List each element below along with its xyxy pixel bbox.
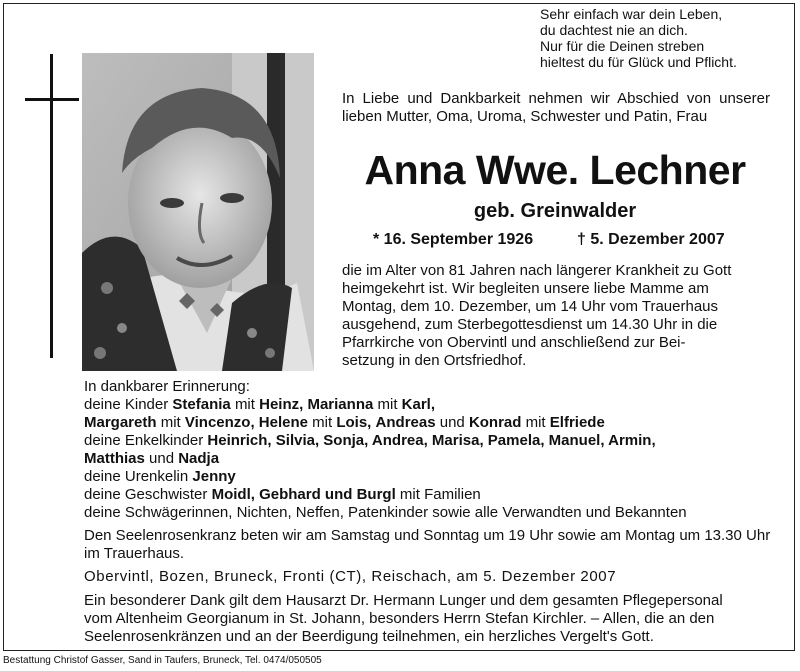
deceased-name: Anna Wwe. Lechner [364,147,746,193]
connector: mit [377,396,398,413]
announcement-line: Montag, dem 10. Dezember, um 14 Uhr vom Trauerhaus [342,298,719,315]
connector: mit [160,414,181,431]
portrait-photo [82,53,314,371]
child-name: Karl, [401,396,436,413]
children-line [84,396,784,414]
siblings-line [84,486,784,504]
great-grandchild-prefix: deine Urenkelin [84,468,189,485]
child-name: Margareth [84,414,157,431]
child-name: Marianna [307,396,374,413]
birth-date: * 16. September 1926 [373,231,534,248]
grandchildren-line [84,432,784,450]
poem-line: Nur für die Deinen streben [540,38,705,54]
child-name: Vincenzo, [184,414,255,431]
poem-line: hieltest du für Glück und Pflicht. [540,54,737,70]
children-line [84,414,784,432]
farewell-intro: In Liebe und Dankbarkeit nehmen wir Abschied von unserer lieben Mutter, Oma, Uroma, Schwester und Patin, Frau [342,90,770,125]
child-name: Stefania [172,396,231,413]
birth-name: geb. Greinwalder [473,200,637,222]
connector: und [149,450,175,467]
mourners-heading: In dankbarer Erinnerung: [84,378,250,395]
child-name: Helene [258,414,308,431]
thanks-line: Ein besonderer Dank gilt dem Hausarzt Dr. Hermann Lunger und dem gesamten Pflegepersonal [84,592,723,609]
grandchild-name: Nadja [178,450,220,467]
connector: mit [312,414,333,431]
child-name: Andreas [375,414,436,431]
child-name: Heinz, [259,396,304,413]
funeral-home-footer: Bestattung Christof Gasser, Sand in Taufers, Bruneck, Tel. 0474/050505 [3,655,322,666]
places-and-date: Obervintl, Bozen, Bruneck, Fronti (CT), Reischach, am 5. Dezember 2007 [84,568,617,585]
death-date: † 5. Dezember 2007 [577,231,725,248]
siblings-prefix: deine Geschwister [84,486,208,503]
child-name: Elfriede [549,414,605,431]
rosary-notice: Den Seelenrosenkranz beten wir am Samstag und Sonntag um 19 Uhr sowie am Montag um 13.30 Uhr im Trauerhaus. [84,527,771,562]
siblings-suffix: mit Familien [399,486,481,503]
thanks-line: vom Altenheim Georgianum in St. Johann, besonders Herrn Stefan Kirchler. – Allen, die an den [84,610,715,627]
poem-line: Sehr einfach war dein Leben, [540,6,723,22]
cross-icon-horizontal [25,98,79,101]
announcement-line: Pfarrkirche von Obervintl und anschließend zur Bei- [342,334,686,351]
connector: mit [525,414,546,431]
grandchildren-prefix: deine Enkelkinder [84,432,204,449]
great-grandchild-line [84,468,784,486]
announcement-line: setzung in den Ortsfriedhof. [342,352,527,369]
poem-line: du dachtest nie an dich. [540,22,688,38]
connector: und [439,414,465,431]
announcement-line: die im Alter von 81 Jahren nach längerer Krankheit zu Gott [342,262,732,279]
memorial-poem [540,6,790,70]
connector: mit [234,396,255,413]
mourners-list [84,378,784,522]
relatives-line: deine Schwägerinnen, Nichten, Neffen, Patenkinder sowie alle Verwandten und Bekannten [84,504,687,521]
children-prefix: deine Kinder [84,396,169,413]
great-grandchild-name: Jenny [192,468,236,485]
funeral-announcement [342,262,772,370]
announcement-line: ausgehend, zum Sterbegottesdienst um 14.30 Uhr in die [342,316,718,333]
thanks-notice [84,592,774,646]
child-name: Lois, [336,414,372,431]
grandchild-name: Matthias [84,450,145,467]
grandchildren-line [84,450,784,468]
thanks-line: Seelenrosenkränzen und an der Beerdigung teilnehmen, ein herzliches Vergelt's Gott. [84,628,654,645]
announcement-line: heimgekehrt ist. Wir begleiten unsere liebe Mamme am [342,280,709,297]
child-name: Konrad [468,414,522,431]
siblings-names: Moidl, Gebhard und Burgl [211,486,396,503]
grandchildren-names: Heinrich, Silvia, Sonja, Andrea, Marisa, Pamela, Manuel, Armin, [207,432,656,449]
